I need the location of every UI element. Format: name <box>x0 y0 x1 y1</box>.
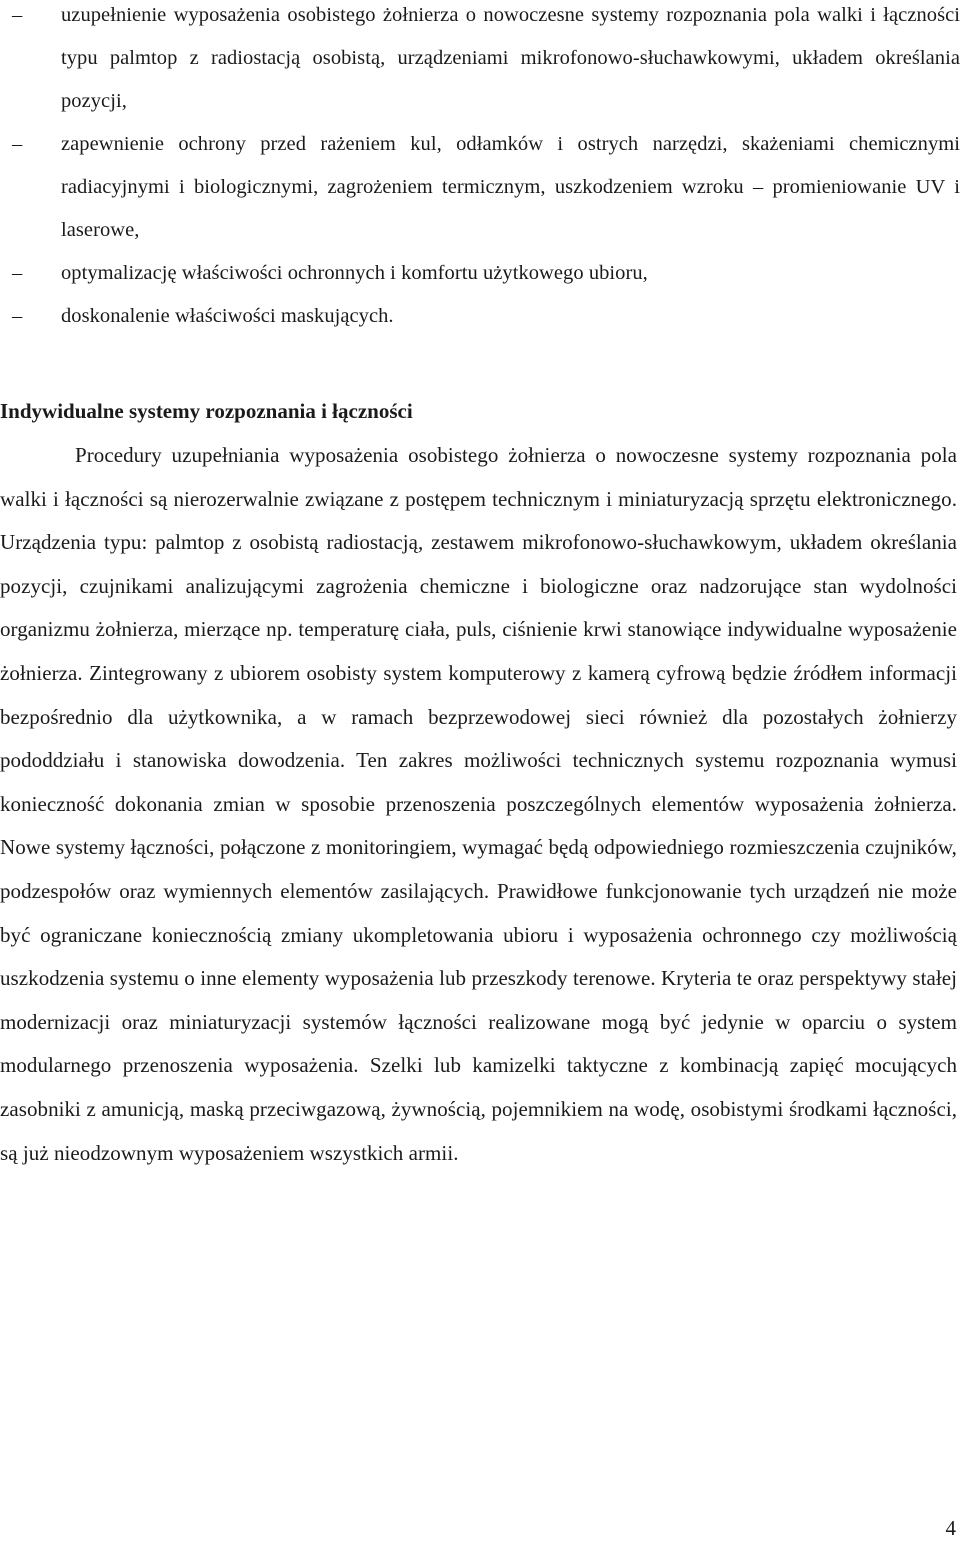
list-item-text: uzupełnienie wyposażenia osobistego żołnierza o nowoczesne systemy rozpoznania pola walki i łączności typu palmtop z radiostacją osobistą, urządzeniami mikrofonowo-słuchawkowymi, układem określania pozycji, <box>61 4 960 112</box>
list-item-text: optymalizację właściwości ochronnych i komfortu użytkowego ubioru, <box>61 262 648 284</box>
list-marker: – <box>12 262 23 284</box>
requirements-list <box>0 0 960 338</box>
section-heading: Indywidualne systemy rozpoznania i łączności <box>0 399 413 423</box>
list-item-text: doskonalenie właściwości maskujących. <box>61 305 394 327</box>
list-item <box>0 295 960 338</box>
list-item <box>0 123 960 252</box>
list-marker: – <box>12 133 23 155</box>
page-number: 4 <box>945 1516 956 1540</box>
list-item <box>0 0 960 123</box>
list-item-text: zapewnienie ochrony przed rażeniem kul, odłamków i ostrych narzędzi, skażeniami chemicznymi radiacyjnymi i biologicznymi, zagrożeniem termicznym, uszkodzeniem wzroku – promieniowanie UV i laserowe, <box>61 133 960 241</box>
list-marker: – <box>12 4 23 26</box>
body-paragraph: Procedury uzupełniania wyposażenia osobistego żołnierza o nowoczesne systemy rozpoznania pola walki i łączności są nierozerwalnie związane z postępem technicznym i miniaturyzacją sprzętu elektronicznego. Urządzenia typu: palmtop z osobistą radiostacją, zestawem mikrofonowo-słuchawkowym, układem określania pozycji, czujnikami analizującymi zagrożenia chemiczne i biologiczne oraz nadzorujące stan wydolności organizmu żołnierza, mierzące np. temperaturę ciała, puls, ciśnienie krwi stanowiące indywidualne wyposażenie żołnierza. Zintegrowany z ubiorem osobisty system komputerowy z kamerą cyfrową będzie źródłem informacji bezpośrednio dla użytkownika, a w ramach bezprzewodowej sieci również dla pozostałych żołnierzy pododdziału i stanowiska dowodzenia. Ten zakres możliwości technicznych systemu rozpoznania wymusi konieczność dokonania zmian w sposobie przenoszenia poszczególnych elementów wyposażenia żołnierza. Nowe systemy łączności, połączone z monitoringiem, wymagać będą odpowiedniego rozmieszczenia czujników, podzespołów oraz wymiennych elementów zasilających. Prawidłowe funkcjonowanie tych urządzeń nie może być ograniczane koniecznością zmiany ukompletowania ubioru i wyposażenia ochronnego czy możliwością uszkodzenia systemu o inne elementy wyposażenia lub przeszkody terenowe. Kryteria te oraz perspektywy stałej modernizacji oraz miniaturyzacji systemów łączności realizowane mogą być jedynie w oparciu o system modularnego przenoszenia wyposażenia. Szelki lub kamizelki taktyczne z kombinacją zapięć mocujących zasobniki z amunicją, maską przeciwgazową, żywnością, pojemnikiem na wodę, osobistymi środkami łączności, są już nieodzownym wyposażeniem wszystkich armii. <box>0 443 957 1165</box>
list-marker: – <box>12 305 23 327</box>
list-item <box>0 252 960 295</box>
